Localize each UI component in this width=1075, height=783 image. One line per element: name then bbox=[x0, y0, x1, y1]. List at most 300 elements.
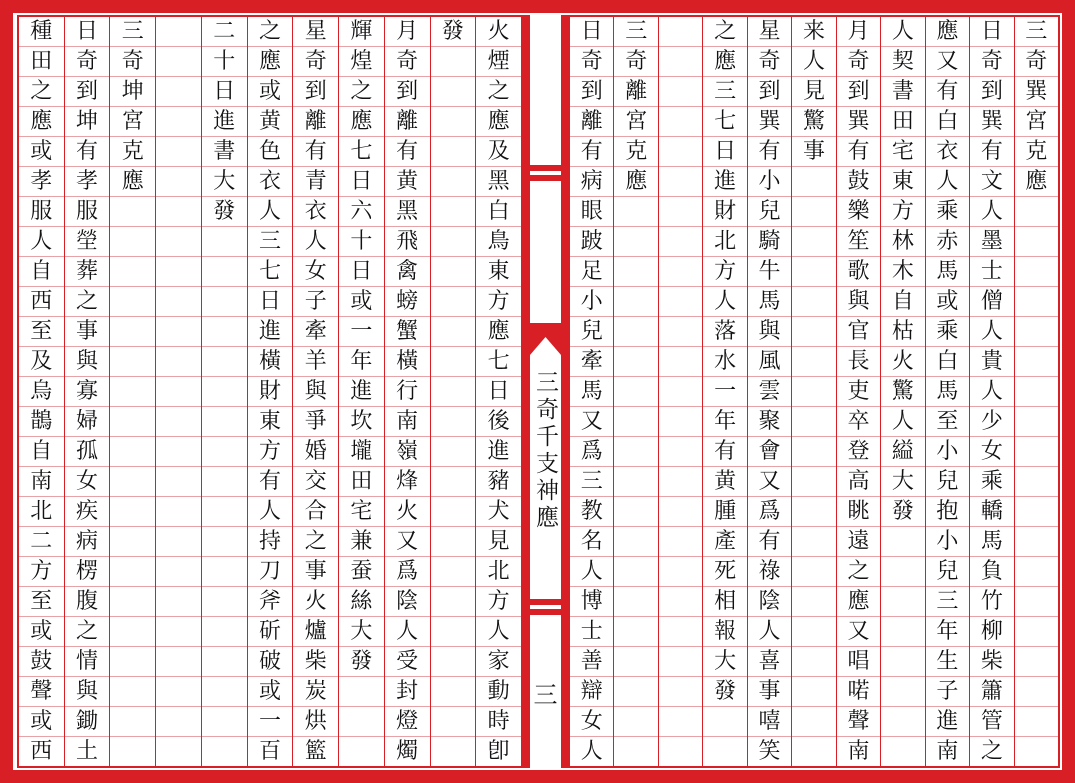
character-cell: 又 bbox=[748, 467, 791, 497]
character-cell bbox=[156, 197, 201, 227]
character-cell: 兒 bbox=[926, 467, 969, 497]
character-cell bbox=[156, 17, 201, 47]
character-cell: 禽 bbox=[385, 257, 430, 287]
character-cell: 絲 bbox=[339, 587, 384, 617]
character-cell bbox=[659, 47, 702, 77]
character-cell bbox=[431, 317, 476, 347]
character-cell bbox=[659, 407, 702, 437]
character-cell: 或 bbox=[19, 617, 64, 647]
character-cell: 奇 bbox=[614, 47, 657, 77]
character-cell bbox=[659, 377, 702, 407]
character-cell: 人 bbox=[580, 738, 603, 764]
character-cell: 水 bbox=[703, 347, 746, 377]
character-cell: 長 bbox=[837, 347, 880, 377]
character-cell: 七 bbox=[248, 257, 293, 287]
character-cell: 遠 bbox=[837, 527, 880, 557]
character-cell: 簫 bbox=[970, 677, 1013, 707]
character-cell: 南 bbox=[936, 738, 959, 764]
character-cell: 小 bbox=[570, 287, 613, 317]
character-cell: 烘 bbox=[293, 707, 338, 737]
character-cell: 與 bbox=[293, 377, 338, 407]
character-cell: 方 bbox=[248, 437, 293, 467]
character-cell: 南 bbox=[19, 467, 64, 497]
character-cell: 文 bbox=[970, 167, 1013, 197]
character-cell: 陰 bbox=[385, 587, 430, 617]
character-cell bbox=[202, 647, 247, 677]
character-cell: 兒 bbox=[570, 317, 613, 347]
character-cell: 孝 bbox=[65, 167, 110, 197]
character-cell: 爲 bbox=[570, 437, 613, 467]
spine-band-bottom-2 bbox=[530, 609, 561, 615]
character-cell: 火 bbox=[385, 497, 430, 527]
character-cell: 應 bbox=[614, 167, 657, 197]
character-cell bbox=[614, 647, 657, 677]
character-cell bbox=[792, 437, 835, 467]
character-cell: 小 bbox=[926, 527, 969, 557]
character-cell: 又 bbox=[837, 617, 880, 647]
character-cell: 管 bbox=[970, 707, 1013, 737]
character-cell: 乘 bbox=[926, 197, 969, 227]
character-cell bbox=[431, 197, 476, 227]
character-cell: 應 bbox=[703, 47, 746, 77]
character-cell: 有 bbox=[65, 137, 110, 167]
character-cell: 進 bbox=[703, 167, 746, 197]
character-cell bbox=[156, 527, 201, 557]
character-cell: 至 bbox=[19, 317, 64, 347]
character-cell: 有 bbox=[926, 77, 969, 107]
character-cell bbox=[202, 587, 247, 617]
character-cell bbox=[1015, 197, 1058, 227]
character-cell: 青 bbox=[293, 167, 338, 197]
character-cell: 方 bbox=[881, 197, 924, 227]
character-cell: 破 bbox=[248, 647, 293, 677]
character-cell: 一 bbox=[248, 707, 293, 737]
character-cell: 壠 bbox=[339, 437, 384, 467]
character-cell: 聚 bbox=[748, 407, 791, 437]
character-cell: 枯 bbox=[881, 317, 924, 347]
character-cell: 三 bbox=[110, 17, 155, 47]
character-cell bbox=[659, 77, 702, 107]
character-cell bbox=[614, 587, 657, 617]
character-cell: 日 bbox=[248, 287, 293, 317]
character-cell: 之 bbox=[980, 738, 1003, 764]
character-cell: 日 bbox=[970, 17, 1013, 47]
character-cell: 祿 bbox=[748, 557, 791, 587]
right-text-column bbox=[613, 17, 657, 766]
character-cell: 有 bbox=[748, 527, 791, 557]
character-cell: 腫 bbox=[703, 497, 746, 527]
character-cell: 見 bbox=[792, 77, 835, 107]
character-cell bbox=[156, 137, 201, 167]
character-cell: 田 bbox=[339, 467, 384, 497]
character-cell: 之 bbox=[248, 17, 293, 47]
character-cell bbox=[1015, 737, 1058, 766]
character-cell: 交 bbox=[293, 467, 338, 497]
character-cell: 飛 bbox=[385, 227, 430, 257]
character-cell bbox=[156, 617, 201, 647]
character-cell: 有 bbox=[570, 137, 613, 167]
character-cell: 螃 bbox=[385, 287, 430, 317]
character-cell bbox=[1015, 347, 1058, 377]
character-cell bbox=[614, 257, 657, 287]
character-cell bbox=[202, 557, 247, 587]
character-cell bbox=[202, 677, 247, 707]
character-cell: 之 bbox=[65, 287, 110, 317]
character-cell bbox=[1015, 257, 1058, 287]
character-cell: 巽 bbox=[748, 107, 791, 137]
character-cell: 之 bbox=[837, 557, 880, 587]
character-cell: 歌 bbox=[837, 257, 880, 287]
character-cell: 塋 bbox=[65, 227, 110, 257]
character-cell: 或 bbox=[19, 707, 64, 737]
character-cell: 年 bbox=[926, 617, 969, 647]
character-cell: 宮 bbox=[110, 107, 155, 137]
character-cell: 木 bbox=[881, 257, 924, 287]
character-cell bbox=[156, 77, 201, 107]
left-text-column bbox=[338, 17, 384, 766]
character-cell: 事 bbox=[293, 557, 338, 587]
character-cell bbox=[614, 197, 657, 227]
character-cell: 博 bbox=[570, 587, 613, 617]
character-cell: 火 bbox=[476, 17, 521, 47]
character-cell: 服 bbox=[65, 197, 110, 227]
character-cell bbox=[110, 497, 155, 527]
character-cell: 騎 bbox=[748, 227, 791, 257]
character-cell: 輝 bbox=[339, 17, 384, 47]
character-cell: 離 bbox=[385, 107, 430, 137]
character-cell: 卒 bbox=[837, 407, 880, 437]
character-cell: 墨 bbox=[970, 227, 1013, 257]
character-cell bbox=[792, 197, 835, 227]
character-cell: 籃 bbox=[304, 738, 327, 764]
character-cell: 人 bbox=[970, 317, 1013, 347]
character-cell: 爐 bbox=[293, 617, 338, 647]
character-cell bbox=[110, 587, 155, 617]
character-cell bbox=[110, 647, 155, 677]
character-cell bbox=[156, 647, 201, 677]
character-cell: 跛 bbox=[570, 227, 613, 257]
character-cell: 自 bbox=[881, 287, 924, 317]
character-cell bbox=[659, 557, 702, 587]
character-cell bbox=[431, 137, 476, 167]
character-cell: 到 bbox=[385, 77, 430, 107]
character-cell: 之 bbox=[293, 527, 338, 557]
character-cell: 小 bbox=[926, 437, 969, 467]
character-cell bbox=[431, 557, 476, 587]
character-cell: 人 bbox=[970, 197, 1013, 227]
character-cell bbox=[659, 347, 702, 377]
character-cell bbox=[156, 347, 201, 377]
character-cell: 小 bbox=[748, 167, 791, 197]
character-cell: 東 bbox=[881, 167, 924, 197]
character-cell: 南 bbox=[385, 407, 430, 437]
character-cell bbox=[431, 707, 476, 737]
character-cell: 年 bbox=[703, 407, 746, 437]
character-cell: 有 bbox=[385, 137, 430, 167]
character-cell: 一 bbox=[339, 317, 384, 347]
character-cell: 孤 bbox=[65, 437, 110, 467]
character-cell: 至 bbox=[19, 587, 64, 617]
character-cell: 鼓 bbox=[19, 647, 64, 677]
character-cell bbox=[659, 227, 702, 257]
character-cell: 犬 bbox=[476, 497, 521, 527]
character-cell: 抱 bbox=[926, 497, 969, 527]
character-cell: 辯 bbox=[570, 677, 613, 707]
character-cell bbox=[156, 377, 201, 407]
character-cell bbox=[614, 437, 657, 467]
character-cell: 林 bbox=[881, 227, 924, 257]
character-cell: 有 bbox=[970, 137, 1013, 167]
character-cell: 兒 bbox=[748, 197, 791, 227]
character-cell: 發 bbox=[881, 497, 924, 527]
character-cell bbox=[431, 497, 476, 527]
character-cell: 土 bbox=[76, 738, 99, 764]
character-cell: 牛 bbox=[748, 257, 791, 287]
character-cell bbox=[792, 647, 835, 677]
character-cell: 黑 bbox=[476, 167, 521, 197]
character-cell bbox=[614, 707, 657, 737]
character-cell bbox=[431, 677, 476, 707]
character-cell bbox=[792, 317, 835, 347]
character-cell: 烏 bbox=[19, 377, 64, 407]
character-cell: 人 bbox=[248, 497, 293, 527]
character-cell bbox=[431, 617, 476, 647]
character-cell: 星 bbox=[748, 17, 791, 47]
character-cell: 合 bbox=[293, 497, 338, 527]
character-cell: 卽 bbox=[487, 738, 510, 764]
character-cell: 羊 bbox=[293, 347, 338, 377]
character-cell: 書 bbox=[881, 77, 924, 107]
character-cell bbox=[1015, 377, 1058, 407]
character-cell: 煌 bbox=[339, 47, 384, 77]
right-page-grid bbox=[568, 15, 1060, 768]
character-cell: 士 bbox=[970, 257, 1013, 287]
right-text-column bbox=[969, 17, 1013, 766]
character-cell bbox=[202, 737, 247, 766]
character-cell: 或 bbox=[339, 287, 384, 317]
character-cell: 笙 bbox=[837, 227, 880, 257]
character-cell: 少 bbox=[970, 407, 1013, 437]
spine-band-top-1 bbox=[530, 165, 561, 171]
character-cell: 橫 bbox=[248, 347, 293, 377]
character-cell: 奇 bbox=[1015, 47, 1058, 77]
character-cell: 白 bbox=[926, 347, 969, 377]
character-cell: 方 bbox=[19, 557, 64, 587]
character-cell bbox=[792, 407, 835, 437]
left-text-column bbox=[247, 17, 293, 766]
character-cell: 二 bbox=[202, 17, 247, 47]
character-cell: 衣 bbox=[248, 167, 293, 197]
character-cell: 眺 bbox=[837, 497, 880, 527]
character-cell: 聲 bbox=[19, 677, 64, 707]
character-cell: 善 bbox=[570, 647, 613, 677]
character-cell bbox=[614, 737, 657, 766]
character-cell: 巽 bbox=[970, 107, 1013, 137]
character-cell bbox=[202, 317, 247, 347]
character-cell: 見 bbox=[476, 527, 521, 557]
character-cell: 進 bbox=[339, 377, 384, 407]
character-cell bbox=[110, 197, 155, 227]
character-cell bbox=[431, 407, 476, 437]
character-cell bbox=[792, 377, 835, 407]
character-cell bbox=[156, 737, 201, 766]
character-cell bbox=[792, 527, 835, 557]
character-cell bbox=[614, 317, 657, 347]
character-cell: 縊 bbox=[881, 437, 924, 467]
character-cell bbox=[202, 707, 247, 737]
character-cell: 大 bbox=[703, 647, 746, 677]
character-cell bbox=[156, 47, 201, 77]
book-spine-center bbox=[523, 15, 568, 768]
character-cell: 人 bbox=[748, 617, 791, 647]
character-cell: 婦 bbox=[65, 407, 110, 437]
right-text-column bbox=[1014, 17, 1058, 766]
character-cell bbox=[1015, 437, 1058, 467]
character-cell: 到 bbox=[570, 77, 613, 107]
character-cell: 足 bbox=[570, 257, 613, 287]
character-cell: 離 bbox=[293, 107, 338, 137]
character-cell: 黄 bbox=[703, 467, 746, 497]
character-cell: 應 bbox=[926, 17, 969, 47]
character-cell: 北 bbox=[703, 227, 746, 257]
character-cell: 兒 bbox=[926, 557, 969, 587]
character-cell: 樂 bbox=[837, 197, 880, 227]
spine-title: 三奇千支神應 bbox=[532, 370, 558, 532]
character-cell bbox=[659, 617, 702, 647]
right-text-column bbox=[925, 17, 969, 766]
character-cell bbox=[659, 737, 702, 766]
character-cell: 坤 bbox=[110, 77, 155, 107]
character-cell bbox=[614, 497, 657, 527]
character-cell bbox=[202, 527, 247, 557]
character-cell: 到 bbox=[748, 77, 791, 107]
character-cell bbox=[659, 167, 702, 197]
character-cell: 婚 bbox=[293, 437, 338, 467]
character-cell bbox=[1015, 587, 1058, 617]
character-cell bbox=[110, 467, 155, 497]
character-cell: 大 bbox=[339, 617, 384, 647]
character-cell bbox=[431, 287, 476, 317]
character-cell: 時 bbox=[476, 707, 521, 737]
character-cell: 斧 bbox=[248, 587, 293, 617]
character-cell bbox=[431, 647, 476, 677]
character-cell bbox=[110, 677, 155, 707]
character-cell bbox=[659, 257, 702, 287]
character-cell: 三 bbox=[614, 17, 657, 47]
spine-band-top-2 bbox=[530, 175, 561, 181]
character-cell bbox=[659, 197, 702, 227]
character-cell: 兼 bbox=[339, 527, 384, 557]
character-cell: 巽 bbox=[837, 107, 880, 137]
character-cell: 葬 bbox=[65, 257, 110, 287]
character-cell: 生 bbox=[926, 647, 969, 677]
left-text-column bbox=[64, 17, 110, 766]
character-cell: 驚 bbox=[881, 377, 924, 407]
character-cell: 赤 bbox=[926, 227, 969, 257]
character-cell bbox=[881, 707, 924, 737]
character-cell: 人 bbox=[19, 227, 64, 257]
character-cell bbox=[110, 287, 155, 317]
character-cell: 鳥 bbox=[476, 227, 521, 257]
character-cell bbox=[110, 317, 155, 347]
character-cell bbox=[431, 227, 476, 257]
left-text-column bbox=[292, 17, 338, 766]
character-cell: 陰 bbox=[748, 587, 791, 617]
character-cell bbox=[1015, 287, 1058, 317]
character-cell: 燭 bbox=[396, 738, 419, 764]
character-cell: 寡 bbox=[65, 377, 110, 407]
character-cell: 登 bbox=[837, 437, 880, 467]
character-cell: 子 bbox=[926, 677, 969, 707]
character-cell bbox=[881, 737, 924, 766]
character-cell bbox=[431, 347, 476, 377]
character-cell bbox=[202, 407, 247, 437]
character-cell: 與 bbox=[65, 677, 110, 707]
character-cell: 風 bbox=[748, 347, 791, 377]
character-cell: 孝 bbox=[19, 167, 64, 197]
character-cell: 吏 bbox=[837, 377, 880, 407]
character-cell: 牽 bbox=[293, 317, 338, 347]
spine-page-number: 三 bbox=[533, 681, 558, 709]
character-cell bbox=[202, 437, 247, 467]
character-cell bbox=[792, 557, 835, 587]
character-cell bbox=[792, 347, 835, 377]
character-cell bbox=[659, 587, 702, 617]
character-cell: 馬 bbox=[926, 377, 969, 407]
character-cell: 二 bbox=[19, 527, 64, 557]
character-cell: 人 bbox=[881, 407, 924, 437]
character-cell bbox=[202, 377, 247, 407]
character-cell bbox=[614, 557, 657, 587]
character-cell bbox=[110, 407, 155, 437]
character-cell bbox=[339, 677, 384, 707]
right-text-column bbox=[570, 17, 613, 766]
character-cell bbox=[156, 467, 201, 497]
character-cell bbox=[659, 527, 702, 557]
character-cell: 黑 bbox=[385, 197, 430, 227]
character-cell: 七 bbox=[339, 137, 384, 167]
character-cell: 煙 bbox=[476, 47, 521, 77]
spine-label-panel bbox=[530, 165, 561, 709]
character-cell bbox=[792, 707, 835, 737]
character-cell: 到 bbox=[970, 77, 1013, 107]
character-cell: 奇 bbox=[748, 47, 791, 77]
character-cell bbox=[614, 467, 657, 497]
character-cell: 奇 bbox=[293, 47, 338, 77]
character-cell: 自 bbox=[19, 257, 64, 287]
character-cell: 巽 bbox=[1015, 77, 1058, 107]
character-cell: 人 bbox=[703, 287, 746, 317]
character-cell: 進 bbox=[476, 437, 521, 467]
character-cell: 克 bbox=[110, 137, 155, 167]
character-cell: 鋤 bbox=[65, 707, 110, 737]
character-cell: 動 bbox=[476, 677, 521, 707]
character-cell: 日 bbox=[476, 377, 521, 407]
character-cell: 貴 bbox=[970, 347, 1013, 377]
character-cell: 西 bbox=[19, 287, 64, 317]
character-cell bbox=[1015, 317, 1058, 347]
character-cell bbox=[659, 467, 702, 497]
character-cell: 牽 bbox=[570, 347, 613, 377]
character-cell bbox=[881, 527, 924, 557]
character-cell: 教 bbox=[570, 497, 613, 527]
character-cell bbox=[431, 257, 476, 287]
character-cell: 財 bbox=[703, 197, 746, 227]
left-text-column bbox=[155, 17, 201, 766]
character-cell bbox=[792, 617, 835, 647]
character-cell: 負 bbox=[970, 557, 1013, 587]
character-cell: 柴 bbox=[293, 647, 338, 677]
